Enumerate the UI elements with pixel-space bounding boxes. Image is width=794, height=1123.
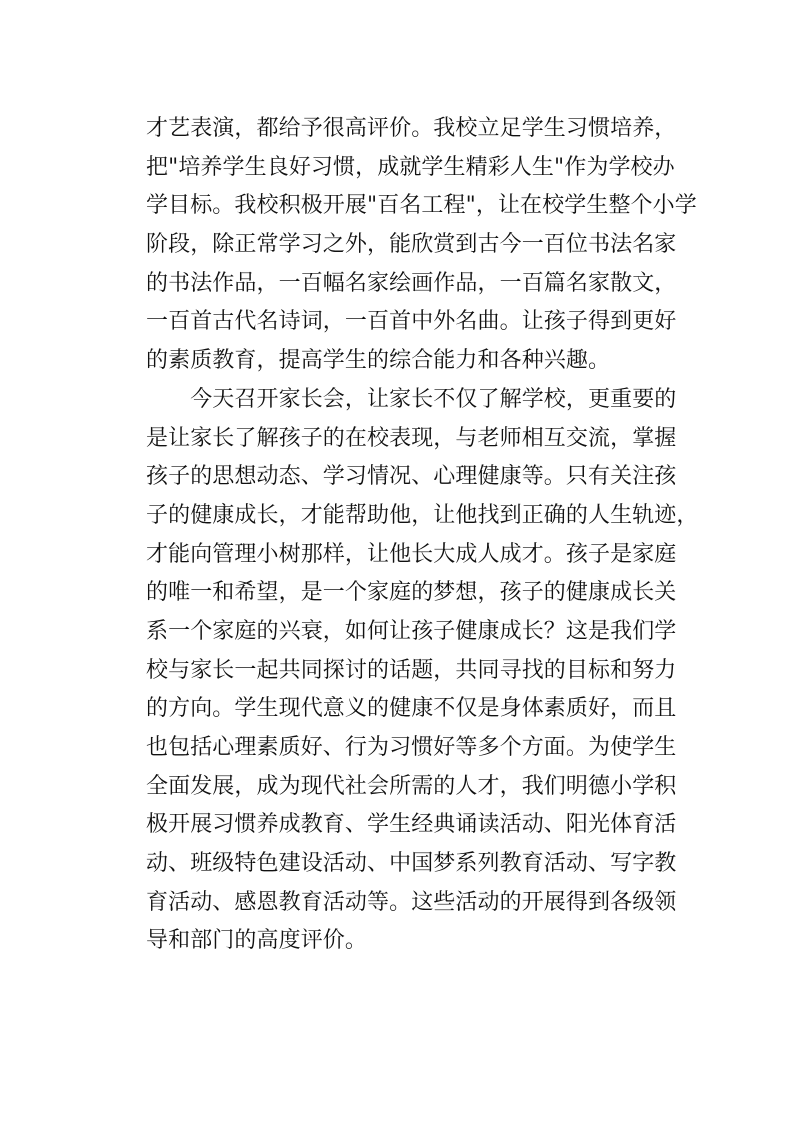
body-text bbox=[146, 110, 699, 961]
text-line: 是让家长了解孩子的在校表现，与老师相互交流，掌握 bbox=[146, 425, 677, 451]
text-line: 动、班级特色建设活动、中国梦系列教育活动、写字教 bbox=[146, 851, 677, 877]
text-line: 的唯一和希望，是一个家庭的梦想，孩子的健康成长关 bbox=[146, 580, 677, 606]
text-line: 才能向管理小树那样，让他长大成人成才。孩子是家庭 bbox=[146, 541, 677, 567]
text-line: 把"培养学生良好习惯，成就学生精彩人生"作为学校办 bbox=[146, 154, 675, 180]
text-line: 阶段，除正常学习之外，能欣赏到古今一百位书法名家 bbox=[146, 232, 677, 258]
text-line: 极开展习惯养成教育、学生经典诵读活动、阳光体育活 bbox=[146, 812, 677, 838]
text-line: 的方向。学生现代意义的健康不仅是身体素质好，而且 bbox=[146, 696, 677, 722]
text-line: 学目标。我校积极开展"百名工程"，让在校学生整个小学 bbox=[146, 193, 697, 219]
text-line: 育活动、感恩教育活动等。这些活动的开展得到各级领 bbox=[146, 889, 677, 915]
text-line: 也包括心理素质好、行为习惯好等多个方面。为使学生 bbox=[146, 735, 677, 760]
text-line: 的素质教育，提高学生的综合能力和各种兴趣。 bbox=[146, 348, 611, 374]
text-line: 全面发展，成为现代社会所需的人才，我们明德小学积 bbox=[146, 773, 677, 799]
paragraph-start-line: 今天召开家长会，让家长不仅了解学校，更重要的 bbox=[146, 386, 677, 412]
text-line: 校与家长一起共同探讨的话题，共同寻找的目标和努力 bbox=[146, 657, 677, 683]
text-line: 导和部门的高度评价。 bbox=[146, 928, 368, 954]
text-line: 的书法作品，一百幅名家绘画作品，一百篇名家散文， bbox=[146, 270, 677, 296]
text-line: 子的健康成长，才能帮助他，让他找到正确的人生轨迹， bbox=[146, 502, 699, 528]
text-line: 系一个家庭的兴衰，如何让孩子健康成长？这是我们学 bbox=[146, 618, 677, 644]
text-line: 一百首古代名诗词，一百首中外名曲。让孩子得到更好 bbox=[146, 309, 677, 335]
text-line: 才艺表演，都给予很高评价。我校立足学生习惯培养， bbox=[146, 116, 677, 141]
text-line: 孩子的思想动态、学习情况、心理健康等。只有关注孩 bbox=[146, 464, 677, 490]
